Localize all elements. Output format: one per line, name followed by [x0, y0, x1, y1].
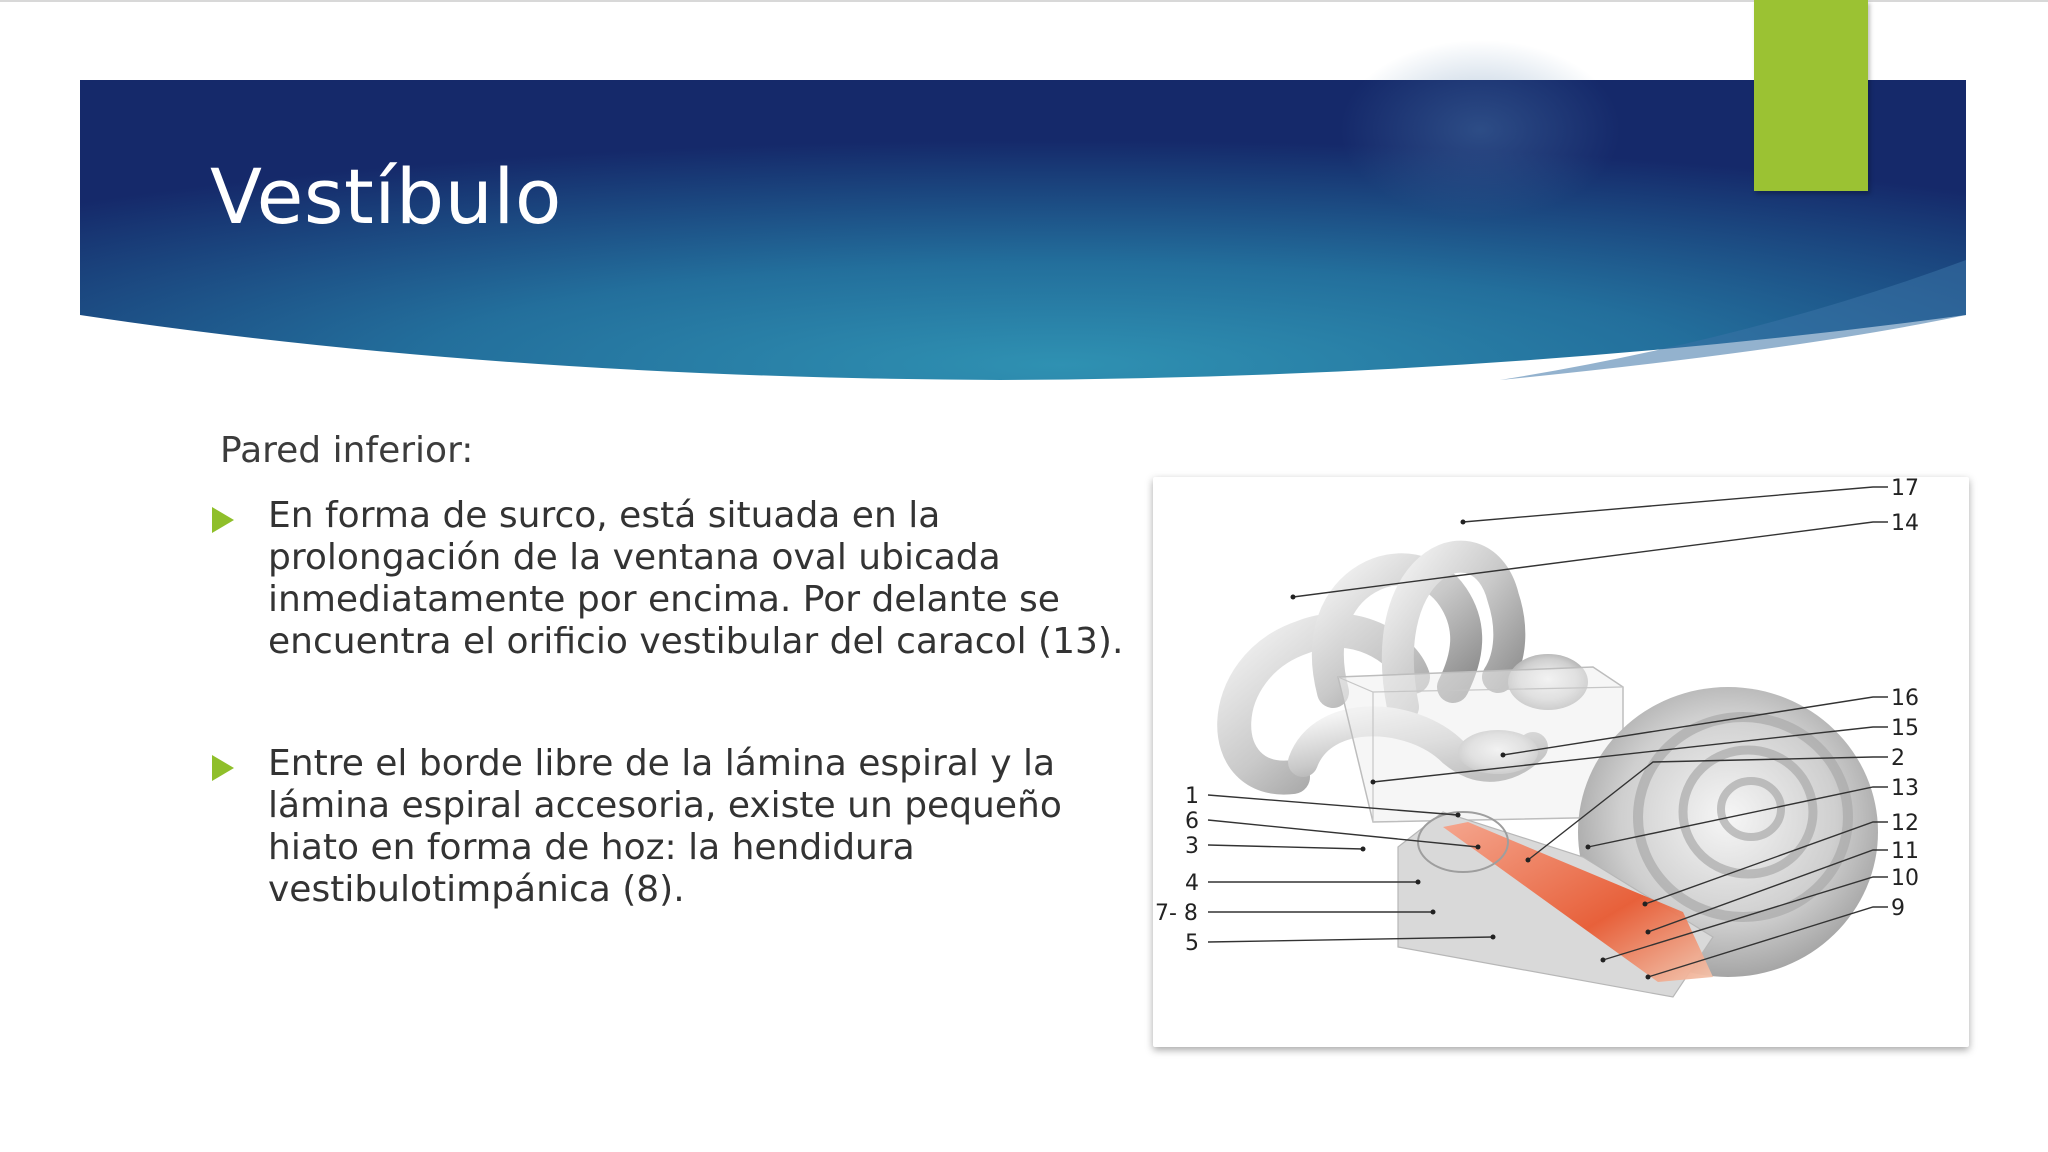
- triangle-bullet-icon: [212, 507, 234, 533]
- diagram-svg: [1153, 477, 1969, 1047]
- label-4: 4: [1185, 871, 1199, 896]
- accent-bar: [1754, 0, 1868, 191]
- label-16: 16: [1891, 686, 1919, 711]
- label-3: 3: [1185, 834, 1199, 859]
- label-9: 9: [1891, 896, 1905, 921]
- label-12: 12: [1891, 811, 1919, 836]
- triangle-bullet-icon: [212, 755, 234, 781]
- label-13: 13: [1891, 776, 1919, 801]
- label-15: 15: [1891, 716, 1919, 741]
- label-11: 11: [1891, 839, 1919, 864]
- label-1: 1: [1185, 784, 1199, 809]
- label-7-8: 7- 8: [1155, 901, 1198, 926]
- bullet-item: [212, 743, 1142, 911]
- label-10: 10: [1891, 866, 1919, 891]
- label-14: 14: [1891, 511, 1919, 536]
- inner-ear-diagram: [1153, 477, 1969, 1047]
- label-17: 17: [1891, 477, 1919, 501]
- lead-text: Pared inferior:: [220, 430, 474, 471]
- bullet-text: Entre el borde libre de la lámina espiral y la lámina espiral accesoria, existe un pequeño hiato en forma de hoz: la hendidura vestibulotimpánica (8).: [268, 743, 1062, 910]
- slide-title: Vestíbulo: [210, 152, 562, 241]
- bullet-item: [212, 495, 1142, 663]
- label-5: 5: [1185, 931, 1199, 956]
- label-6: 6: [1185, 809, 1199, 834]
- bullet-list: [212, 495, 1142, 991]
- label-2: 2: [1891, 746, 1905, 771]
- bullet-text: En forma de surco, está situada en la prolongación de la ventana oval ubicada inmediatamente por encima. Por delante se encuentra el orificio vestibular del caracol (13).: [268, 495, 1124, 662]
